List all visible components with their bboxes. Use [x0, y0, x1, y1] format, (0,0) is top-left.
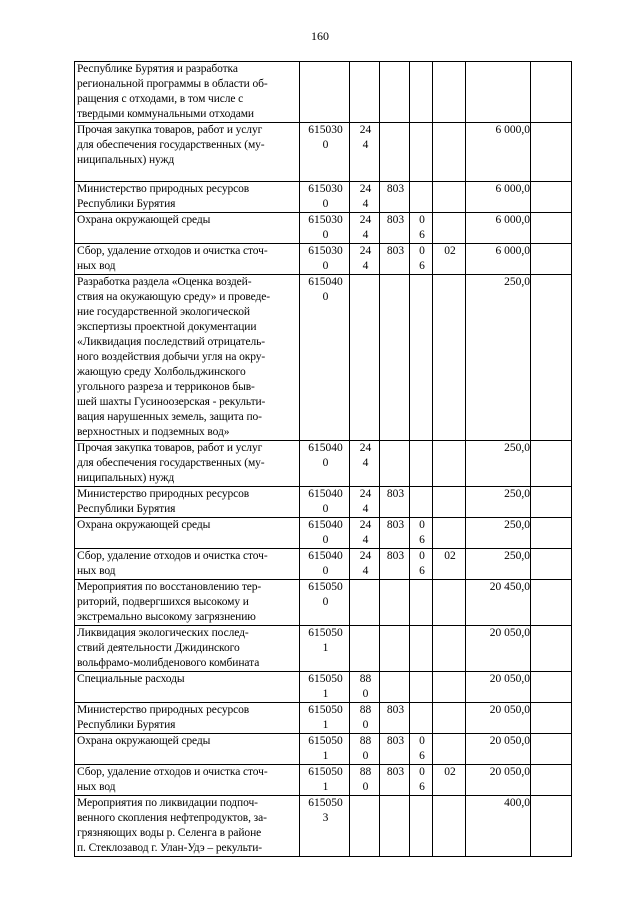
vr-code-cell [350, 549, 380, 580]
csr-code-line: 615040 [308, 519, 343, 531]
row-name-cell [75, 487, 300, 518]
csr-code-line: 615050 [308, 581, 343, 593]
csr-code-cell [300, 244, 350, 275]
page-number: 160 [311, 29, 329, 43]
empty-extra-cell [531, 182, 572, 213]
row-name-line: вация нарушенных земель, защита по- [77, 411, 262, 423]
pr-code-cell [433, 213, 466, 244]
pr-code-cell [433, 244, 466, 275]
budget-table [74, 61, 572, 857]
empty-extra-cell [531, 62, 572, 123]
rz-code-cell [410, 796, 433, 857]
table-row [75, 734, 572, 765]
empty-extra-cell [531, 123, 572, 182]
row-name-line: Мероприятия по ликвидации подпоч- [77, 797, 258, 809]
row-name-line: угольного разреза и терриконов быв- [77, 381, 255, 393]
rz-code-cell [410, 213, 433, 244]
csr-code-line: 615050 [308, 627, 343, 639]
empty-extra-cell [531, 703, 572, 734]
row-name-line: ние государственной экологической [77, 306, 250, 318]
gr-code-cell [380, 672, 410, 703]
csr-code-line: 0 [322, 565, 329, 577]
row-name-line: Республике Бурятия и разработка [77, 63, 238, 75]
row-name-cell [75, 213, 300, 244]
vr-code-line: 88 [359, 673, 372, 685]
table-row [75, 626, 572, 672]
vr-code-line: 24 [359, 124, 372, 136]
vr-code-line: 0 [362, 750, 369, 762]
amount-cell [466, 796, 531, 857]
row-name-line: грязняющих воды р. Селенга в районе [77, 827, 262, 839]
row-name-line: вольфрамо-молибденового комбината [77, 657, 260, 669]
vr-code-line: 88 [359, 735, 372, 747]
csr-code-cell [300, 182, 350, 213]
row-name-cell [75, 518, 300, 549]
amount-text: 250,0 [504, 442, 530, 454]
csr-code-line: 1 [322, 781, 329, 793]
csr-code-line: 615050 [308, 797, 343, 809]
rz-code-line: 0 [419, 766, 425, 778]
rz-code-line: 0 [419, 245, 425, 257]
pr-code-text: 02 [444, 245, 456, 257]
amount-text: 20 050,0 [489, 766, 530, 778]
row-name-line: Специальные расходы [77, 673, 185, 685]
row-name-line: Республики Бурятия [77, 503, 176, 515]
table-row [75, 441, 572, 487]
amount-cell [466, 62, 531, 123]
row-name-line: Министерство природных ресурсов [77, 488, 250, 500]
pr-code-cell [433, 182, 466, 213]
csr-code-line: 615040 [308, 442, 343, 454]
table-body [75, 62, 572, 857]
amount-cell [466, 549, 531, 580]
amount-cell [466, 672, 531, 703]
gr-code-cell [380, 518, 410, 549]
vr-code-cell [350, 734, 380, 765]
vr-code-cell [350, 244, 380, 275]
gr-code-text: 803 [386, 704, 405, 716]
amount-text: 250,0 [504, 276, 530, 288]
amount-cell [466, 275, 531, 441]
csr-code-line: 615050 [308, 766, 343, 778]
empty-extra-cell [531, 244, 572, 275]
vr-code-cell [350, 182, 380, 213]
csr-code-line: 0 [322, 260, 329, 272]
row-name-line: ствий деятельности Джидинского [77, 642, 240, 654]
row-name-line: Республики Бурятия [77, 719, 176, 731]
csr-code-cell [300, 734, 350, 765]
row-name-line: Республики Бурятия [77, 198, 176, 210]
row-name-line: ных вод [77, 260, 116, 272]
rz-code-line: 0 [419, 519, 425, 531]
gr-code-cell [380, 703, 410, 734]
table-row [75, 580, 572, 626]
rz-code-cell [410, 765, 433, 796]
amount-text: 6 000,0 [495, 245, 530, 257]
pr-code-cell [433, 626, 466, 672]
row-name-line: риторий, подвергшихся высокому и [77, 596, 249, 608]
amount-text: 6 000,0 [495, 214, 530, 226]
table-row [75, 182, 572, 213]
vr-code-line: 88 [359, 766, 372, 778]
empty-extra-cell [531, 487, 572, 518]
csr-code-line: 0 [322, 596, 329, 608]
gr-code-cell [380, 275, 410, 441]
vr-code-line: 4 [362, 457, 369, 469]
rz-code-cell [410, 123, 433, 182]
amount-text: 250,0 [504, 519, 530, 531]
row-name-line: ствия на окужающую среду» и проведе- [77, 291, 271, 303]
vr-code-line: 4 [362, 139, 369, 151]
vr-code-cell [350, 672, 380, 703]
vr-code-line: 24 [359, 442, 372, 454]
row-name-line: для обеспечения государственных (му- [77, 457, 265, 469]
vr-code-cell [350, 123, 380, 182]
csr-code-cell [300, 765, 350, 796]
pr-code-cell [433, 703, 466, 734]
row-name-cell [75, 703, 300, 734]
row-name-line: Сбор, удаление отходов и очистка сточ- [77, 550, 268, 562]
amount-text: 250,0 [504, 488, 530, 500]
amount-text: 400,0 [504, 797, 530, 809]
table-row [75, 518, 572, 549]
pr-code-cell [433, 796, 466, 857]
csr-code-line: 615030 [308, 245, 343, 257]
amount-text: 20 050,0 [489, 673, 530, 685]
csr-code-line: 1 [322, 719, 329, 731]
csr-code-line: 615030 [308, 124, 343, 136]
vr-code-line: 24 [359, 183, 372, 195]
row-name-cell [75, 549, 300, 580]
row-name-cell [75, 441, 300, 487]
amount-cell [466, 765, 531, 796]
vr-code-cell [350, 765, 380, 796]
empty-extra-cell [531, 672, 572, 703]
pr-code-cell [433, 580, 466, 626]
rz-code-line: 6 [419, 260, 425, 272]
row-name-line: Охрана окружающей среды [77, 519, 211, 531]
vr-code-line: 24 [359, 245, 372, 257]
amount-text: 20 050,0 [489, 735, 530, 747]
vr-code-cell [350, 213, 380, 244]
table-row [75, 672, 572, 703]
row-name-line: региональной программы в области об- [77, 78, 268, 90]
gr-code-text: 803 [386, 183, 405, 195]
vr-code-line: 88 [359, 704, 372, 716]
gr-code-text: 803 [386, 735, 405, 747]
amount-cell [466, 626, 531, 672]
row-name-line: шей шахты Гусиноозерская - рекульти- [77, 396, 266, 408]
gr-code-cell [380, 441, 410, 487]
amount-text: 20 050,0 [489, 627, 530, 639]
row-name-line: Сбор, удаление отходов и очистка сточ- [77, 245, 268, 257]
rz-code-cell [410, 672, 433, 703]
vr-code-cell [350, 626, 380, 672]
empty-extra-cell [531, 765, 572, 796]
amount-cell [466, 441, 531, 487]
gr-code-text: 803 [386, 550, 405, 562]
table-row [75, 62, 572, 123]
empty-extra-cell [531, 441, 572, 487]
row-name-line: Министерство природных ресурсов [77, 183, 250, 195]
vr-code-cell [350, 62, 380, 123]
gr-code-cell [380, 796, 410, 857]
pr-code-text: 02 [444, 766, 456, 778]
amount-cell [466, 244, 531, 275]
gr-code-text: 803 [386, 519, 405, 531]
vr-code-line: 4 [362, 534, 369, 546]
row-name-line: верхностных и подземных вод» [77, 426, 230, 438]
csr-code-line: 0 [322, 503, 329, 515]
table-row [75, 213, 572, 244]
gr-code-cell [380, 182, 410, 213]
rz-code-cell [410, 580, 433, 626]
amount-text: 20 050,0 [489, 704, 530, 716]
csr-code-line: 615030 [308, 214, 343, 226]
pr-code-cell [433, 672, 466, 703]
csr-code-line: 615050 [308, 704, 343, 716]
row-name-line: ниципальных) нужд [77, 472, 175, 484]
rz-code-cell [410, 626, 433, 672]
vr-code-line: 4 [362, 229, 369, 241]
empty-extra-cell [531, 275, 572, 441]
rz-code-line: 6 [419, 750, 425, 762]
rz-code-cell [410, 441, 433, 487]
csr-code-cell [300, 213, 350, 244]
rz-code-cell [410, 182, 433, 213]
csr-code-line: 0 [322, 534, 329, 546]
csr-code-line: 615050 [308, 673, 343, 685]
row-name-line: Мероприятия по восстановлению тер- [77, 581, 262, 593]
vr-code-line: 24 [359, 214, 372, 226]
empty-extra-cell [531, 734, 572, 765]
rz-code-cell [410, 518, 433, 549]
amount-cell [466, 580, 531, 626]
rz-code-line: 6 [419, 781, 425, 793]
table-row [75, 244, 572, 275]
csr-code-line: 0 [322, 457, 329, 469]
rz-code-line: 6 [419, 229, 425, 241]
amount-cell [466, 182, 531, 213]
rz-code-cell [410, 549, 433, 580]
row-name-line: для обеспечения государственных (му- [77, 139, 265, 151]
csr-code-cell [300, 487, 350, 518]
csr-code-line: 0 [322, 229, 329, 241]
pr-code-cell [433, 518, 466, 549]
rz-code-line: 0 [419, 214, 425, 226]
vr-code-cell [350, 796, 380, 857]
vr-code-line: 4 [362, 503, 369, 515]
csr-code-cell [300, 518, 350, 549]
csr-code-line: 0 [322, 291, 329, 303]
empty-extra-cell [531, 549, 572, 580]
csr-code-cell [300, 441, 350, 487]
amount-text: 20 450,0 [489, 581, 530, 593]
row-name-line: экспертизы проектной документации [77, 321, 257, 333]
row-name-cell [75, 123, 300, 182]
csr-code-line: 0 [322, 198, 329, 210]
row-name-line: Охрана окружающей среды [77, 735, 211, 747]
row-name-line: Прочая закупка товаров, работ и услуг [77, 442, 263, 454]
gr-code-text: 803 [386, 488, 405, 500]
vr-code-cell [350, 580, 380, 626]
gr-code-cell [380, 549, 410, 580]
row-name-line: «Ликвидация последствий отрицатель- [77, 336, 265, 348]
csr-code-line: 615050 [308, 735, 343, 747]
rz-code-cell [410, 62, 433, 123]
rz-code-cell [410, 487, 433, 518]
csr-code-cell [300, 275, 350, 441]
vr-code-cell [350, 275, 380, 441]
row-name-line: ного воздействия добычи угля на окру- [77, 351, 266, 363]
row-name-line: Прочая закупка товаров, работ и услуг [77, 124, 263, 136]
gr-code-text: 803 [386, 766, 405, 778]
table-row [75, 796, 572, 857]
gr-code-cell [380, 123, 410, 182]
table-row [75, 487, 572, 518]
gr-code-cell [380, 487, 410, 518]
rz-code-line: 6 [419, 534, 425, 546]
table-row [75, 765, 572, 796]
pr-code-cell [433, 441, 466, 487]
gr-code-text: 803 [386, 245, 405, 257]
csr-code-line: 1 [322, 750, 329, 762]
row-name-line: п. Стеклозавод г. Улан-Удэ – рекульти- [77, 842, 262, 854]
csr-code-line: 3 [322, 812, 329, 824]
empty-extra-cell [531, 518, 572, 549]
pr-code-cell [433, 487, 466, 518]
row-name-line: ниципальных) нужд [77, 154, 175, 166]
amount-cell [466, 734, 531, 765]
row-name-line: ных вод [77, 781, 116, 793]
vr-code-line: 4 [362, 260, 369, 272]
vr-code-cell [350, 703, 380, 734]
row-name-line: жающую среду Холбольджинского [77, 366, 246, 378]
row-name-cell [75, 626, 300, 672]
csr-code-line: 615040 [308, 276, 343, 288]
amount-cell [466, 123, 531, 182]
row-name-cell [75, 580, 300, 626]
csr-code-cell [300, 580, 350, 626]
amount-cell [466, 487, 531, 518]
gr-code-cell [380, 626, 410, 672]
csr-code-cell [300, 796, 350, 857]
gr-code-cell [380, 734, 410, 765]
gr-code-cell [380, 765, 410, 796]
csr-code-cell [300, 123, 350, 182]
gr-code-cell [380, 62, 410, 123]
empty-extra-cell [531, 213, 572, 244]
row-name-line: Министерство природных ресурсов [77, 704, 250, 716]
csr-code-line: 615040 [308, 550, 343, 562]
row-name-cell [75, 62, 300, 123]
csr-code-line: 615030 [308, 183, 343, 195]
amount-cell [466, 703, 531, 734]
amount-text: 6 000,0 [495, 183, 530, 195]
vr-code-line: 24 [359, 550, 372, 562]
row-name-cell [75, 244, 300, 275]
row-name-cell [75, 765, 300, 796]
table-row [75, 703, 572, 734]
csr-code-cell [300, 672, 350, 703]
empty-extra-cell [531, 626, 572, 672]
empty-extra-cell [531, 796, 572, 857]
gr-code-text: 803 [386, 214, 405, 226]
csr-code-cell [300, 62, 350, 123]
pr-code-cell [433, 549, 466, 580]
pr-code-cell [433, 734, 466, 765]
row-name-cell [75, 734, 300, 765]
csr-code-line: 1 [322, 688, 329, 700]
rz-code-cell [410, 275, 433, 441]
rz-code-line: 0 [419, 550, 425, 562]
rz-code-cell [410, 244, 433, 275]
row-name-cell [75, 275, 300, 441]
pr-code-cell [433, 62, 466, 123]
csr-code-cell [300, 703, 350, 734]
empty-extra-cell [531, 580, 572, 626]
vr-code-cell [350, 487, 380, 518]
vr-code-line: 4 [362, 565, 369, 577]
table-row [75, 549, 572, 580]
table-row [75, 275, 572, 441]
row-name-cell [75, 182, 300, 213]
csr-code-line: 615040 [308, 488, 343, 500]
vr-code-line: 24 [359, 488, 372, 500]
pr-code-cell [433, 275, 466, 441]
row-name-line: ращения с отходами, в том числе с [77, 93, 244, 105]
row-name-line: твердыми коммунальными отходами [77, 108, 254, 120]
amount-text: 6 000,0 [495, 124, 530, 136]
vr-code-cell [350, 441, 380, 487]
amount-cell [466, 213, 531, 244]
gr-code-cell [380, 580, 410, 626]
row-name-cell [75, 672, 300, 703]
row-name-line: ных вод [77, 565, 116, 577]
vr-code-line: 4 [362, 198, 369, 210]
row-name-line: Ликвидация экологических послед- [77, 627, 249, 639]
vr-code-line: 0 [362, 719, 369, 731]
row-name-line: экстремально высокому загрязнению [77, 611, 256, 623]
row-name-cell [75, 796, 300, 857]
table-row [75, 123, 572, 182]
gr-code-cell [380, 213, 410, 244]
pr-code-cell [433, 765, 466, 796]
rz-code-line: 0 [419, 735, 425, 747]
amount-cell [466, 518, 531, 549]
rz-code-cell [410, 703, 433, 734]
csr-code-line: 0 [322, 139, 329, 151]
rz-code-line: 6 [419, 565, 425, 577]
pr-code-cell [433, 123, 466, 182]
row-name-line: Сбор, удаление отходов и очистка сточ- [77, 766, 268, 778]
row-name-line: Разработка раздела «Оценка воздей- [77, 276, 252, 288]
gr-code-cell [380, 244, 410, 275]
row-name-line: венного скопления нефтепродуктов, за- [77, 812, 267, 824]
rz-code-cell [410, 734, 433, 765]
row-name-line: Охрана окружающей среды [77, 214, 211, 226]
csr-code-cell [300, 626, 350, 672]
vr-code-line: 24 [359, 519, 372, 531]
vr-code-line: 0 [362, 781, 369, 793]
vr-code-line: 0 [362, 688, 369, 700]
pr-code-text: 02 [444, 550, 456, 562]
amount-text: 250,0 [504, 550, 530, 562]
csr-code-cell [300, 549, 350, 580]
vr-code-cell [350, 518, 380, 549]
csr-code-line: 1 [322, 642, 329, 654]
